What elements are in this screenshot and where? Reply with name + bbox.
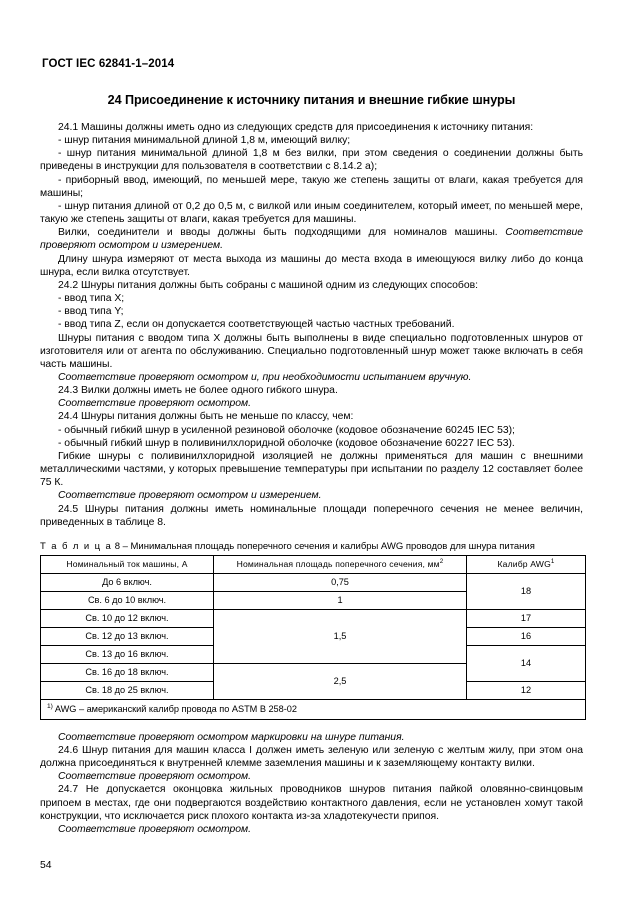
cell-current-2: Св. 6 до 10 включ. (41, 591, 214, 609)
footnote-text: AWG – американский калибр провода по ASTM B 258-02 (54, 703, 297, 714)
paragraph-pvc: Гибкие шнуры с поливинилхлоридной изоляцией не должны применяться для машин с внешними металлическими частями, у которых превышение температуры при испытании по разделу 12 составляет более 75 К. (40, 450, 583, 489)
cell-area-1: 0,75 (214, 573, 467, 591)
running-head: ГОСТ IEC 62841-1–2014 (42, 58, 175, 70)
table-header (41, 555, 586, 573)
table-caption-text: – Минимальная площадь поперечного сечения и калибры AWG проводов для шнура питания (122, 540, 535, 552)
compliance-pvc: Соответствие проверяют осмотром и измерением. (58, 490, 322, 502)
paragraph-plugs-compliance: Соответствие проверяют осмотром и измерением. (40, 227, 583, 252)
cell-awg-7: 12 (467, 681, 586, 699)
paragraph-24-7: 24.7 Не допускается оконцовка жильных проводников шнуров питания пайкой оловянно-свинцовым припоем в местах, где они подвергаются воздействию контактного давления, если не установлен хомут такой конструкции, что исключается риск плохого контакта из-за хладотекучести припоя. (40, 784, 583, 822)
cell-awg-5: 14 (467, 645, 586, 681)
body-text-block-after-table (40, 731, 583, 836)
table-caption-label: Т а б л и ц а (40, 540, 113, 552)
cell-awg-1: 18 (467, 573, 586, 609)
table-8 (40, 555, 586, 720)
paragraph-plugs-text: Вилки, соединители и вводы должны быть подходящими для номиналов машины. (58, 227, 506, 239)
paragraph-type-x-detail: Шнуры питания с вводом типа X должны быть выполнены в виде специально подготовленных шнуров от изготовителя или от агента по обслуживанию. Специально подготовленный шнур может также включать в себя часть машины. (40, 332, 583, 370)
table-header-row (41, 555, 586, 573)
paragraph-24-1: 24.1 Машины должны иметь одно из следующих средств для присоединения к источнику питания: (58, 122, 534, 133)
cell-current-5: Св. 13 до 16 включ. (41, 645, 214, 663)
page-number: 54 (40, 860, 52, 871)
compliance-24-3: Соответствие проверяют осмотром. (58, 398, 251, 410)
column-header-current: Номинальный ток машины, А (41, 555, 214, 573)
column-header-area-superscript: 2 (439, 558, 444, 566)
cell-current-1: До 6 включ. (41, 573, 214, 591)
list-item-type-x: - ввод типа X; (58, 293, 125, 305)
cell-awg-3: 17 (467, 609, 586, 627)
compliance-type-x: Соответствие проверяют осмотром и, при необходимости испытанием вручную. (58, 371, 472, 383)
paragraph-24-4: 24.4 Шнуры питания должны быть не меньше по классу, чем: (58, 411, 354, 423)
table-caption (40, 541, 583, 552)
cell-area-2: 1 (214, 591, 467, 609)
cell-current-3: Св. 10 до 12 включ. (41, 609, 214, 627)
body-text-block (40, 121, 583, 529)
compliance-24-6: Соответствие проверяют осмотром. (58, 771, 251, 783)
list-item-24-1-a: - шнур питания минимальной длиной 1,8 м, имеющий вилку; (58, 135, 351, 147)
column-header-awg-label: Калибр AWG (497, 559, 551, 570)
table-body (41, 573, 586, 719)
paragraph-24-6: 24.6 Шнур питания для машин класса I должен иметь зеленую или зеленую с желтым жилу, при этом она должна присоединяться к внутренней клемме заземления машины и к заземляющему контакту вилки. (40, 745, 583, 770)
list-item-24-1-b: - шнур питания минимальной длиной 1,8 м без вилки, при этом сведения о соединении должны быть приведены в инструкции для пользователя в соответствии с 8.14.2 а); (40, 148, 583, 173)
paragraph-24-2: 24.2 Шнуры питания должны быть собраны с машиной одним из следующих способов: (58, 279, 478, 291)
cell-current-7: Св. 18 до 25 включ. (41, 681, 214, 699)
list-item-type-z: - ввод типа Z, если он допускается соответствующей частью частных требований. (58, 319, 455, 331)
list-item-type-y: - ввод типа Y; (58, 306, 124, 318)
list-item-24-4-b: - обычный гибкий шнур в поливинилхлоридной оболочке (кодовое обозначение 60227 IEC 53). (58, 437, 515, 449)
column-header-area-label: Номинальная площадь поперечного сечения, мм (236, 559, 440, 570)
column-header-awg (467, 555, 586, 573)
list-item-24-1-d: - шнур питания длиной от 0,2 до 0,5 м, с вилкой или иным соединителем, который имеет, по меньшей мере, такую же степень защиты от влаги, какая требуется для машины. (40, 200, 583, 226)
footnote-marker: 1) (47, 702, 53, 710)
list-item-24-4-a: - обычный гибкий шнур в усиленной резиновой оболочке (кодовое обозначение 60245 IEC 53); (58, 424, 515, 436)
compliance-24-7: Соответствие проверяют осмотром. (58, 823, 251, 835)
paragraph-plugs (40, 226, 583, 252)
cell-current-6: Св. 16 до 18 включ. (41, 663, 214, 681)
cell-area-6: 2,5 (214, 663, 467, 699)
table-row (41, 609, 586, 627)
paragraph-24-5: 24.5 Шнуры питания должны иметь номинальные площади поперечного сечения не менее величин, приведенных в таблице 8. (40, 503, 583, 528)
table-caption-number: 8 (114, 540, 121, 552)
table-footnote (41, 699, 586, 719)
compliance-marking: Соответствие проверяют осмотром маркировки на шнуре питания. (58, 731, 405, 743)
column-header-area (214, 555, 467, 573)
paragraph-cord-length: Длину шнура измеряют от места выхода из машины до места входа в имеющуюся вилку либо до конца шнура, если вилка отсутствует. (40, 253, 583, 278)
table-footnote-row (41, 699, 586, 719)
list-item-24-1-c: - приборный ввод, имеющий, по меньшей мере, такую же степень защиты от влаги, какая требуется для машины; (40, 174, 583, 199)
cell-current-4: Св. 12 до 13 включ. (41, 627, 214, 645)
cell-awg-4: 16 (467, 627, 586, 645)
section-title: 24 Присоединение к источнику питания и внешние гибкие шнуры (107, 93, 516, 107)
paragraph-24-3: 24.3 Вилки должны иметь не более одного гибкого шнура. (58, 385, 338, 397)
cell-area-3: 1,5 (214, 609, 467, 663)
column-header-awg-superscript: 1 (550, 558, 555, 566)
table-row (41, 573, 586, 591)
